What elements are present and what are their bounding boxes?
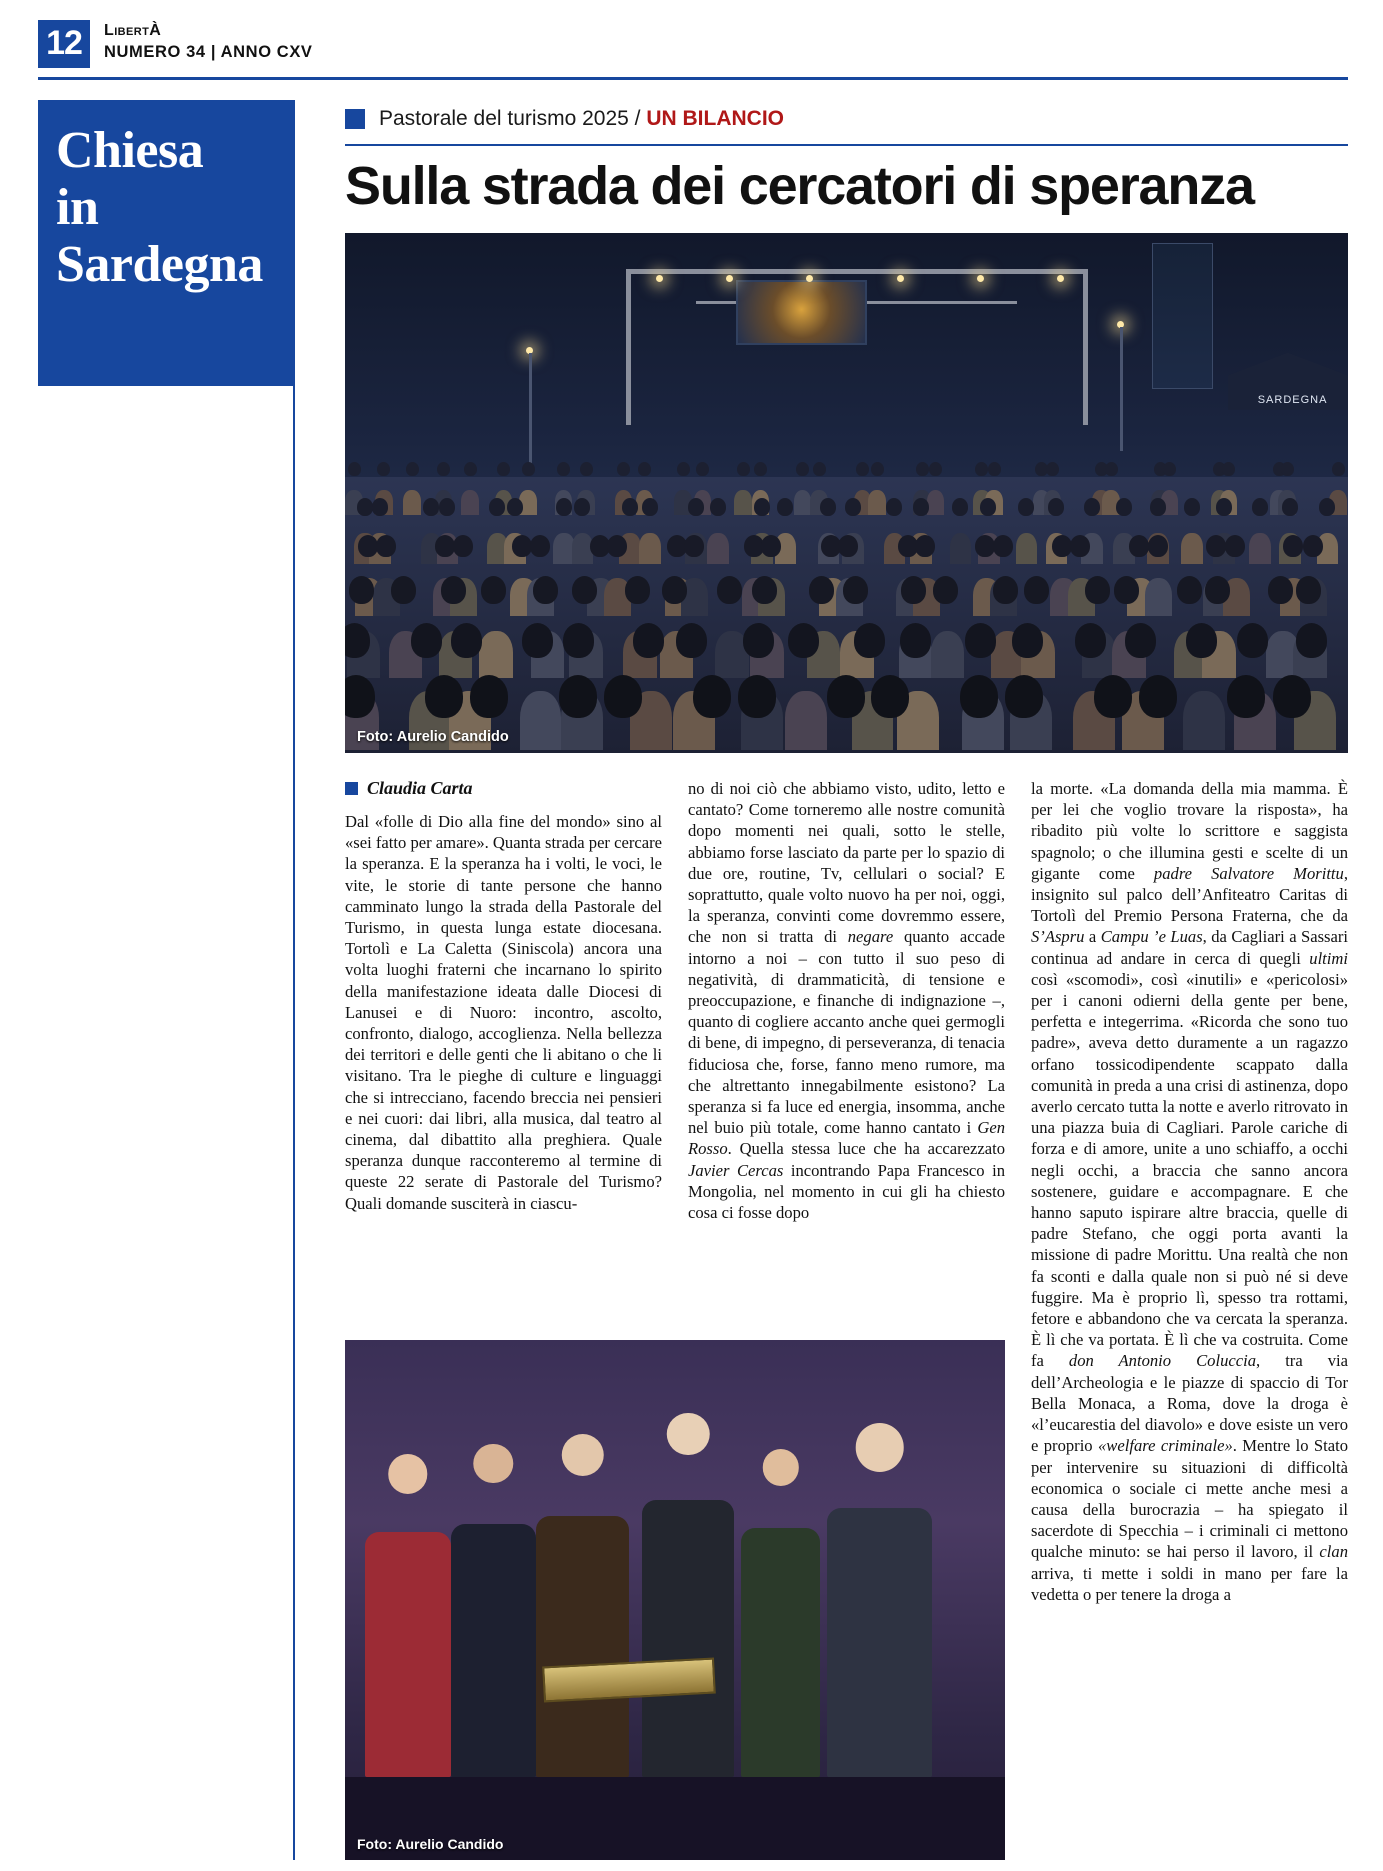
c3-italic-3: Campu ’e Luas [1100, 927, 1203, 947]
secondary-photo [345, 1340, 1005, 1860]
c3-italic-5: don Antonio Coluccia [1068, 1351, 1257, 1371]
gazebo-label: SARDEGNA [1257, 394, 1328, 407]
column-3-text [1031, 778, 1348, 1858]
c3-seg-h: arriva, ti mette i soldi in mano per fare la vedetta o per tenere la droga a [1031, 1563, 1348, 1604]
section-flag-line-3: Sardegna [56, 236, 263, 293]
c3-seg-e: così «scomodi», così «inutili» e «pericolosi» per i canoni odierni della gente per bene, perfetta e integerrima. «Ricorda che sono tuo padre», aveva detto duramente a un ragazzo orfano tossicodipendente scappato dalla comunità in preda a una crisi di astinenza, dopo averlo cercato tutta la notte e averlo ritrovato in una piazza buia di Cagliari. Parole cariche di forza e di amore, unite a uno schiaffo, a occhi negli occhi, a braccia che sanno ancora sostenere, guidare e accompagnare. E che hanno saputo ispirare altre braccia, quelle di padre Stefano, che oggi porta avanti la missione di padre Morittu. Una realtà che non fa sconti e dalla quale non si può né si deve fuggire. Ma è proprio lì, spesso tra rottami, fetore e abbandono che va cercata la speranza. È lì che va portata. È lì che va costruita. Come fa [1031, 969, 1348, 1371]
c3-italic-2: S’Aspru [1031, 927, 1085, 947]
c3-italic-4: ultimi [1309, 948, 1348, 968]
c2-italic-3: Javier Cercas [688, 1160, 784, 1180]
square-bullet-icon [345, 109, 365, 129]
kicker-label: Pastorale del turismo 2025 [379, 107, 629, 130]
c2-seg-a: no di noi ciò che abbiamo visto, udito, letto e cantato? Come torneremo alle nostre comunità dopo momenti nei quali, sotto le stelle, abbiamo forse lasciato da parte per lo spazio di due ore, routine, Tv, cellulari o social? E soprattutto, quale volto nuovo ha per noi, oggi, la speranza, convinti come dovremmo essere, che non si tratta di [688, 779, 1005, 947]
c3-seg-g: . Mentre lo Stato per intervenire su situazioni di difficoltà economica o sociale ci mette anche mesi a causa della burocrazia – ha spiegato il sacerdote di Specchia – i criminali ci mettono qualche minuto: se hai perso il lavoro, il [1031, 1436, 1348, 1562]
kicker-text [379, 107, 784, 131]
column-1-text: Dal «folle di Dio alla fine del mondo» sino al «sei fatto per amare». Quanta strada per cercare la speranza. E la speranza ha i volti, le voci, le vite, le storie di tante persone che hanno camminato lungo la strada della Pastorale del Turismo, in questa lunga estate diocesana. Tortolì e La Caletta (Siniscola) ancora una volta luoghi fraterni che incarnano lo spirito della manifestazione ideata dalle Diocesi di Lanusei e di Nuoro: incontro, ascolto, confronto, dialogo, accoglienza. Nella bellezza dei territori e delle genti che li abitano o che li visitano. Tra le pieghe di culture e linguaggi che si intrecciano, facendo breccia nei pensieri e nei cuori: dai libri, alla musica, dal teatro al cinema, dal dibattito alla preghiera. Quale speranza dunque racconteremo al termine di queste 22 serate di Pastorale del Turismo? Quali domande susciterà in ciascu- [345, 812, 662, 1213]
c3-seg-b: , insignito sul palco dell’Anfiteatro Caritas di Tortolì del Premio Persona Fraterna, che da [1031, 863, 1348, 926]
c3-italic-6: «welfare criminale» [1098, 1436, 1233, 1456]
issue-line: NUMERO 34 | ANNO CXV [104, 43, 313, 61]
kicker-separator: / [634, 107, 641, 130]
page-title: Sulla strada dei cercatori di speranza [345, 156, 1254, 216]
stage-screen [736, 280, 866, 345]
brand-body: IBERT [114, 26, 150, 38]
c2-seg-d: incontrando Papa Francesco in Mongolia, nel momento in cui gli ha chiesto cosa ci fosse dopo [688, 1160, 1005, 1223]
byline [345, 778, 662, 799]
c3-italic-1: padre Salvatore Morittu [1153, 863, 1344, 883]
brand-accent: À [149, 22, 162, 39]
section-flag [38, 100, 293, 386]
brand-first-letter: L [104, 22, 115, 39]
main-photo-illustration [345, 233, 1348, 753]
column-divider [293, 100, 295, 1860]
section-flag-line-2: in [56, 179, 99, 236]
c2-seg-b: quanto accade intorno a noi – con tutto il suo peso di negatività, di drammaticità, di tensione e preoccupazione, e finanche di indignazione –, quanto di cogliere accanto anche quei germogli di bene, di impegno, di perseveranza, di tenacia fiduciosa che, forse, fanno meno rumore, ma che altrettanto innegabilmente esistono? La speranza si fa luce ed energia, insomma, anche nel buio più totale, come hanno cantato i [688, 927, 1005, 1138]
c3-seg-d: , da Cagliari a Sassari continua ad andare in cerca di quegli [1031, 927, 1348, 968]
column-2-text [688, 778, 1005, 1323]
kicker-rule [345, 144, 1348, 146]
c2-italic-1: negare [847, 927, 894, 947]
page-folio: 12 [38, 20, 90, 68]
c3-seg-c: a [1084, 927, 1101, 947]
kicker [345, 104, 1348, 134]
c3-seg-f: , tra via dell’Archeologia e le piazze di spaccio di Tor Bella Monaca, a Roma, dove la droga è «l’eucarestia del diavolo» e dove esiste un vero e proprio [1031, 1351, 1348, 1456]
kicker-highlight: UN BILANCIO [646, 107, 785, 130]
c3-italic-7: clan [1319, 1542, 1348, 1562]
main-photo [345, 233, 1348, 753]
c3-seg-a: la morte. «La domanda della mia mamma. È per lei che voglio trovare la risposta», ha ribadito più volte lo scrittore e saggista spagnolo; o che illumina gesti e scelte di un gigante come [1031, 779, 1348, 883]
c2-italic-2: Gen Rosso [688, 1118, 1005, 1159]
square-bullet-icon [345, 782, 358, 795]
c2-seg-c: . Quella stessa luce che ha accarezzato [727, 1139, 1005, 1159]
event-banner [1152, 243, 1212, 389]
secondary-photo-credit: Foto: Aurelio Candido [357, 1836, 504, 1852]
column-3 [1031, 778, 1348, 1858]
section-flag-line-1: Chiesa [56, 122, 204, 179]
byline-author: Claudia Carta [367, 778, 473, 798]
main-photo-credit: Foto: Aurelio Candido [357, 729, 509, 745]
publication-brand [104, 22, 313, 40]
masthead-rule [38, 77, 1348, 80]
masthead [38, 20, 1348, 72]
masthead-texts [104, 20, 313, 62]
